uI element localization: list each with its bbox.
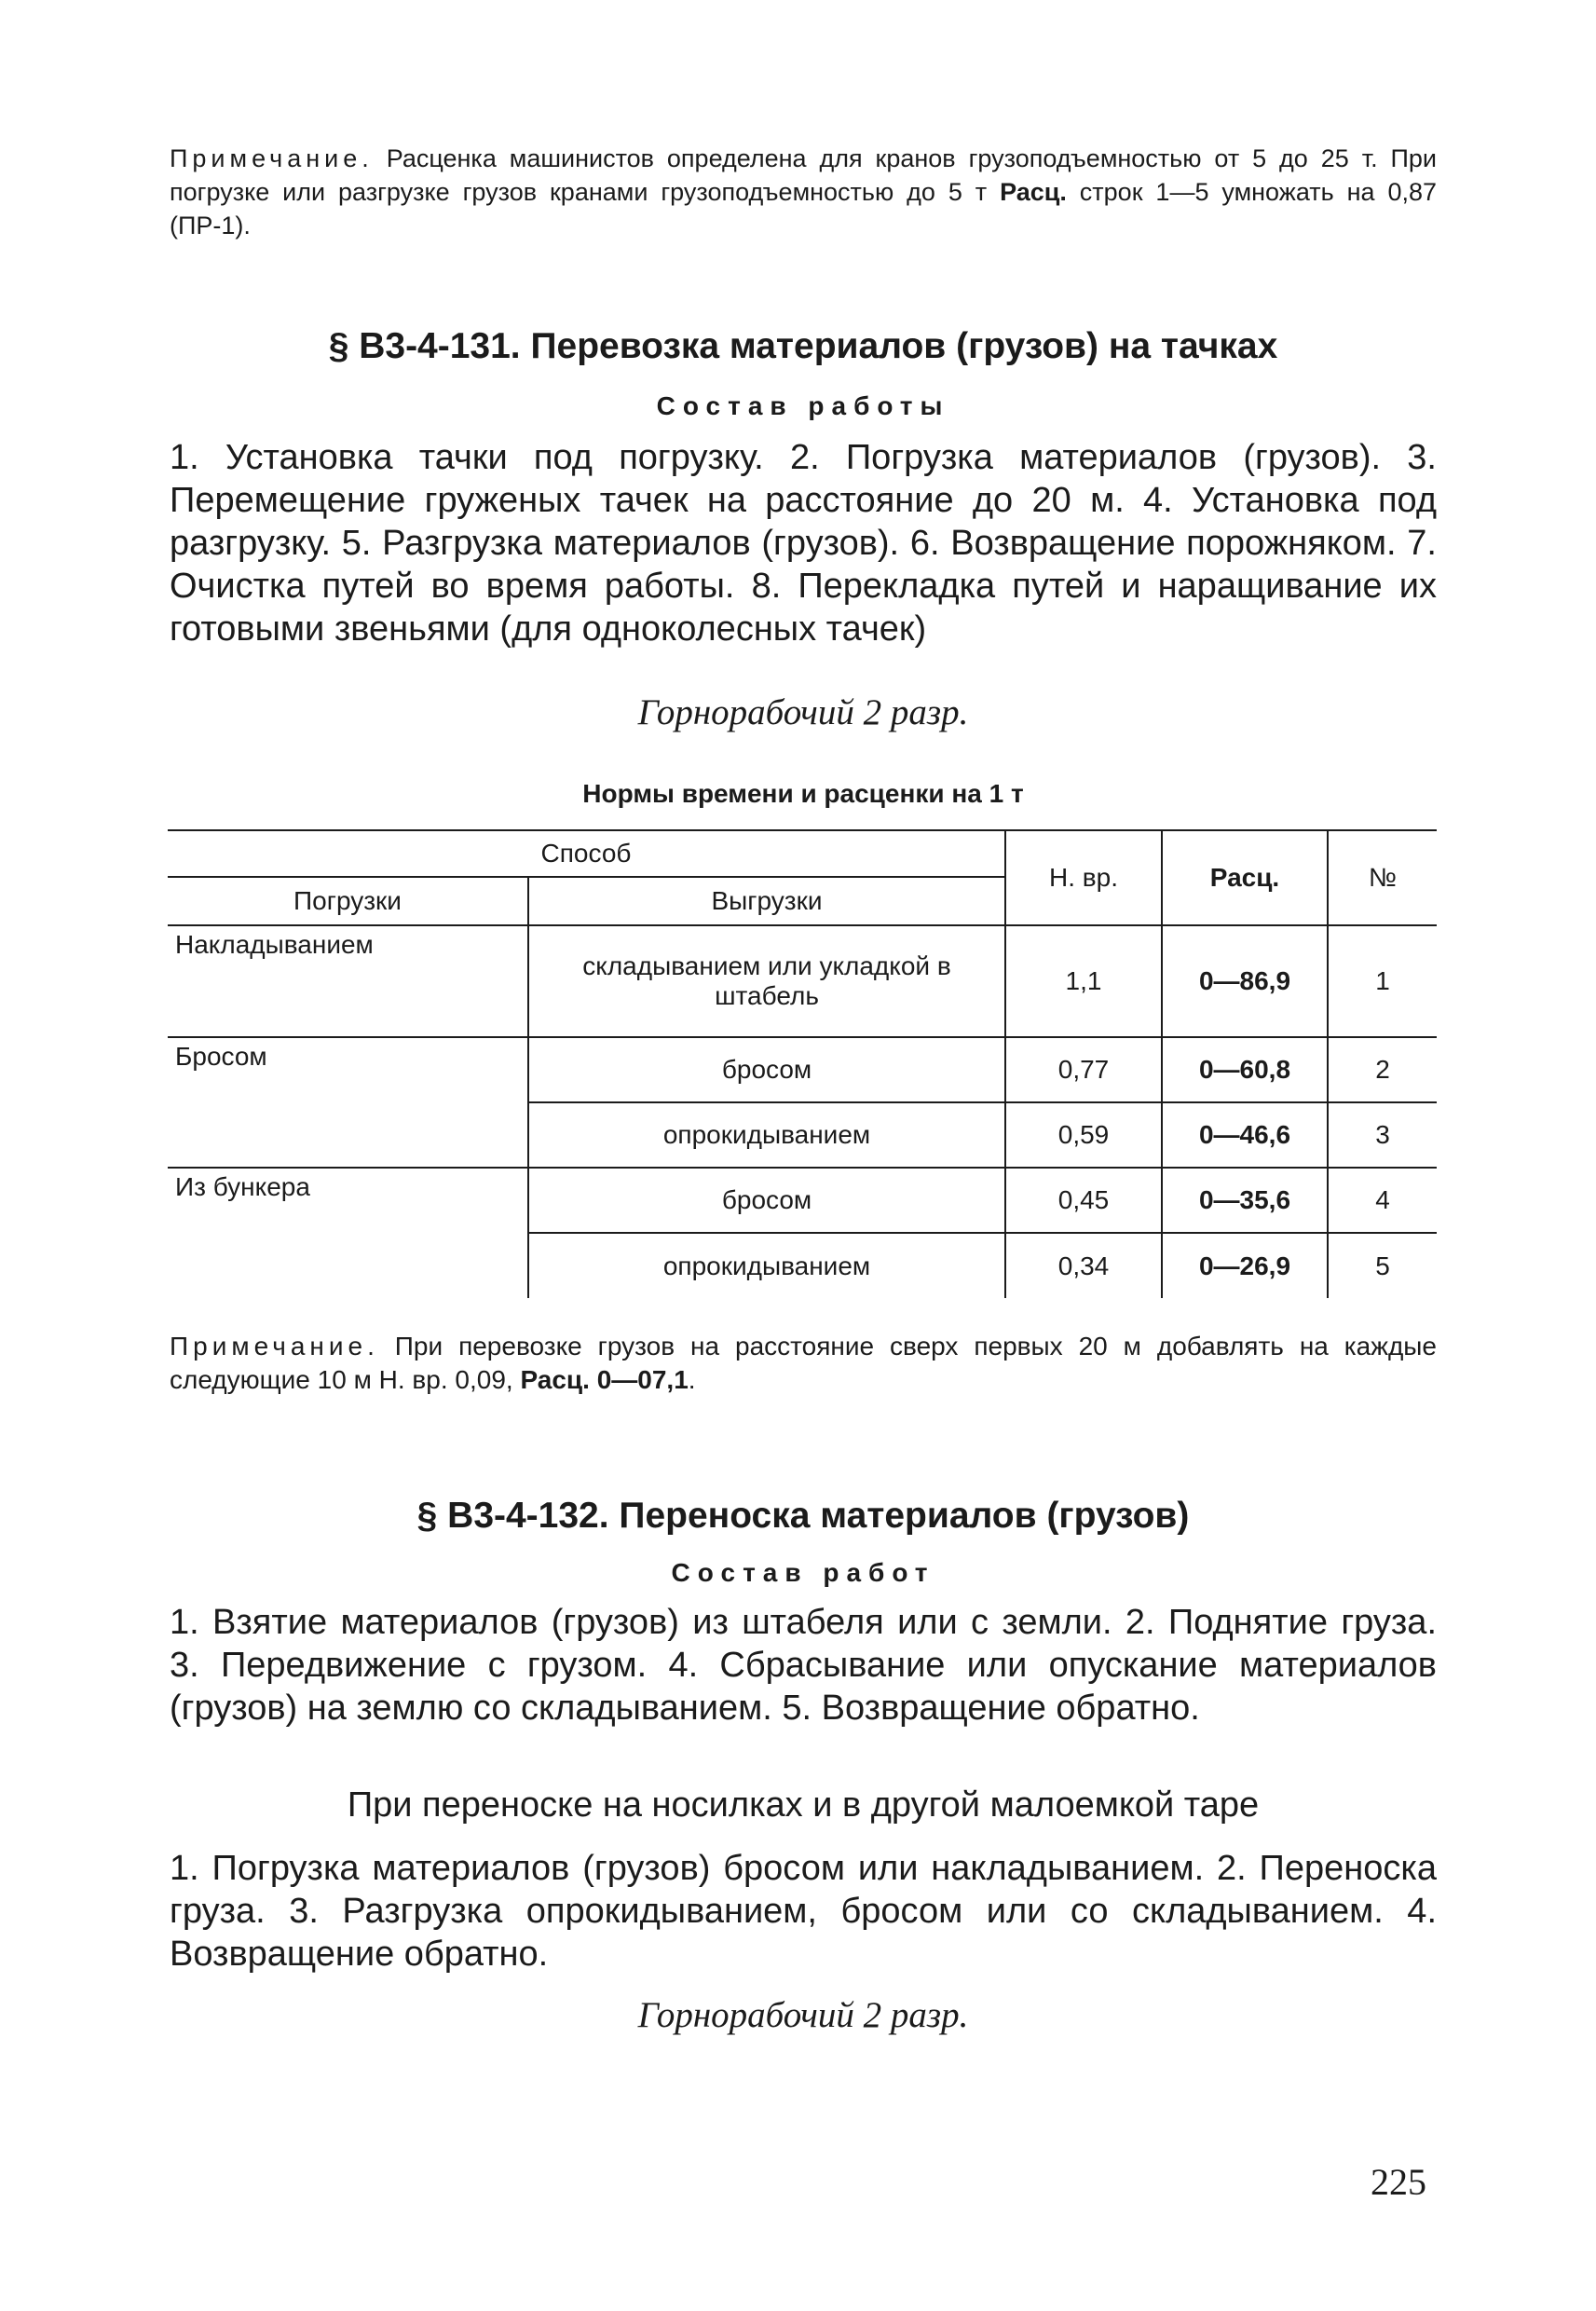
cell-unloading: бросом [528, 1168, 1005, 1233]
section-131-title: § В3-4-131. Перевозка материалов (грузов) на тачках [328, 326, 1278, 366]
note-text-1: При перевозке грузов на расстояние сверх первых 20 м добавлять на каждые следующие 10 м Н. вр. 0,09, [170, 1332, 1437, 1394]
note-label: Примечание. [170, 144, 374, 172]
cell-no: 4 [1328, 1168, 1437, 1233]
cell-unloading: опрокидыванием [528, 1233, 1005, 1298]
note-table [170, 1330, 1437, 1397]
section-132-work-heading: Состав работ [671, 1558, 935, 1587]
cell-no: 3 [1328, 1102, 1437, 1168]
table-row [168, 1233, 1437, 1298]
cell-rate: 0—86,9 [1162, 925, 1328, 1037]
section-132-work-text: 1. Взятие материалов (грузов) из штабеля или с земли. 2. Поднятие груза. 3. Передвижение с грузом. 4. Сбрасывание или опускание материалов (грузов) на землю со складыванием. 5. Возвращение обратно. [170, 1603, 1437, 1728]
cell-rate: 0—60,8 [1162, 1037, 1328, 1102]
norms-table [168, 829, 1437, 1298]
cell-time: 0,77 [1005, 1037, 1162, 1102]
header-time: Н. вр. [1005, 830, 1162, 925]
section-132-work-text-2: 1. Погрузка материалов (грузов) бросом или накладыванием. 2. Переноска груза. 3. Разгрузка опрокидыванием, бросом или со складыванием. 4. Возвращение обратно. [170, 1849, 1437, 1974]
note-text-1: Расценка машинистов определена для кранов грузоподъемностью от 5 до 25 т. При погрузке или разгрузке грузов кранами грузоподъемностью до 5 т [170, 144, 1437, 206]
table-row [168, 1102, 1437, 1168]
section-132-subtitle: При переноске на носилках и в другой малоемкой таре [347, 1785, 1260, 1825]
cell-rate: 0—35,6 [1162, 1168, 1328, 1233]
note-text-2: . [688, 1365, 696, 1394]
cell-time: 0,45 [1005, 1168, 1162, 1233]
cell-no: 1 [1328, 925, 1437, 1037]
cell-loading [168, 1233, 528, 1298]
cell-time: 1,1 [1005, 925, 1162, 1037]
cell-time: 0,34 [1005, 1233, 1162, 1298]
cell-unloading: опрокидыванием [528, 1102, 1005, 1168]
cell-unloading: складыванием или укладкой в штабель [528, 925, 1005, 1037]
section-131-worker: Горнорабочий 2 разр. [637, 692, 969, 732]
page-number: 225 [1371, 2161, 1426, 2203]
cell-no: 5 [1328, 1233, 1437, 1298]
note-text-2: строк 1—5 умножать на 0,87 (ПР-1). [170, 178, 1437, 239]
cell-loading: Бросом [168, 1037, 528, 1102]
cell-loading [168, 1102, 528, 1168]
table-row [168, 925, 1437, 1037]
cell-time: 0,59 [1005, 1102, 1162, 1168]
rate-abbr: Расц. [1000, 178, 1067, 206]
table-row [168, 1037, 1437, 1102]
header-method: Способ [168, 830, 1005, 877]
section-131-work-text: 1. Установка тачки под погрузку. 2. Погрузка материалов (грузов). 3. Перемещение груженых тачек на расстояние до 20 м. 4. Установка под разгрузку. 5. Разгрузка материалов (грузов). 6. Возвращение порожняком. 7. Очистка путей во время работы. 8. Перекладка путей и наращивание их готовыми звеньями (для одноколесных тачек) [170, 438, 1437, 649]
header-loading: Погрузки [168, 877, 528, 925]
cell-loading: Из бункера [168, 1168, 528, 1233]
section-132-worker: Горнорабочий 2 разр. [637, 1995, 969, 2035]
cell-unloading: бросом [528, 1037, 1005, 1102]
table-caption: Нормы времени и расценки на 1 т [582, 779, 1024, 808]
cell-rate: 0—26,9 [1162, 1233, 1328, 1298]
cell-no: 2 [1328, 1037, 1437, 1102]
section-132-title: § В3-4-132. Переноска материалов (грузов) [416, 1496, 1190, 1536]
header-no: № [1328, 830, 1437, 925]
cell-loading: Накладыванием [168, 925, 528, 1037]
header-unloading: Выгрузки [528, 877, 1005, 925]
header-rate: Расц. [1162, 830, 1328, 925]
table-row [168, 1168, 1437, 1233]
cell-rate: 0—46,6 [1162, 1102, 1328, 1168]
section-131-work-heading: Состав работы [656, 391, 950, 420]
note-rate: Расц. 0—07,1 [520, 1365, 689, 1394]
note-top [170, 142, 1437, 242]
note-label: Примечание. [170, 1332, 379, 1361]
